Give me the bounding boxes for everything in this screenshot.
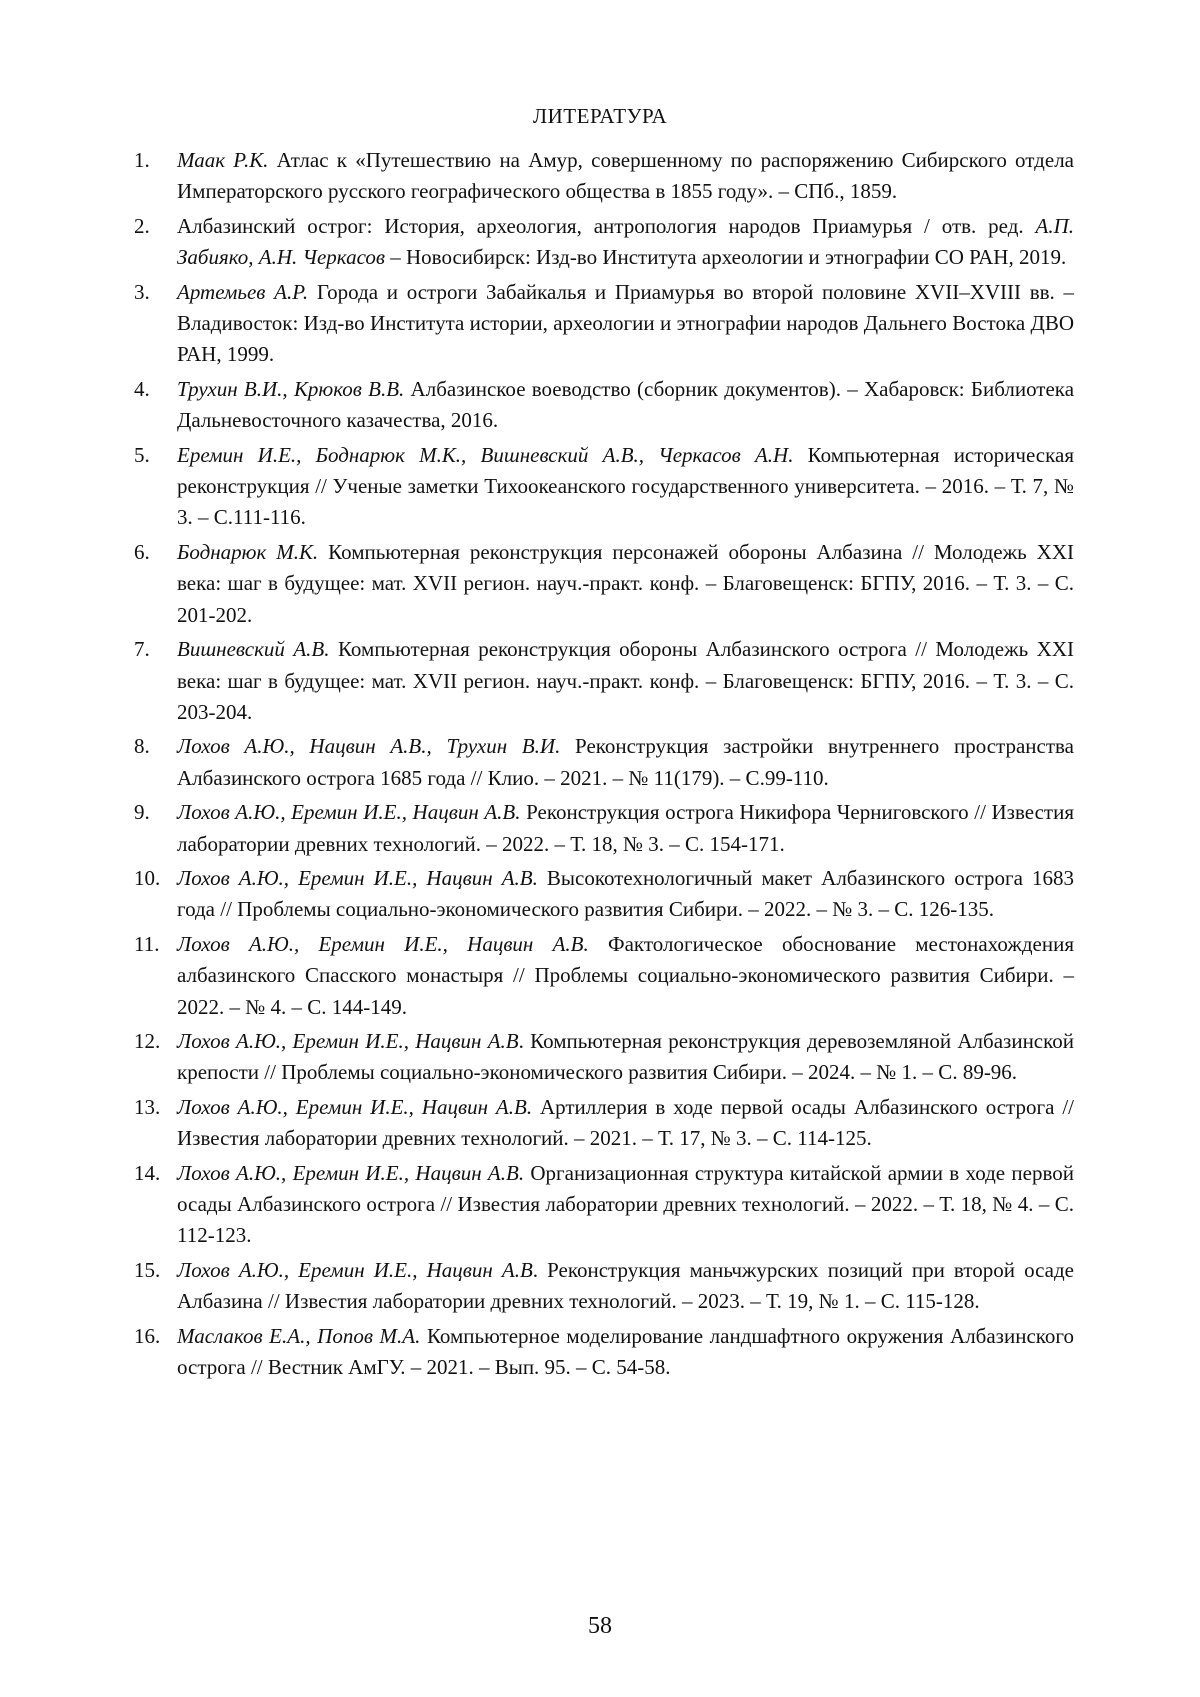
reference-authors: Маак Р.К.: [177, 148, 269, 172]
reference-number: 4.: [134, 376, 150, 401]
page-number: 58: [588, 1613, 612, 1639]
reference-number: 15.: [134, 1257, 161, 1282]
reference-item: [134, 731, 1074, 794]
reference-authors: Еремин И.Е., Боднарюк М.К., Вишневский А.В., Черкасов А.Н.: [177, 442, 794, 467]
reference-text: Компьютерное моделирование ландшафтного окружения Албазинского острога // Вестник АмГУ. – 2021. – Вып. 95. – С. 54-58.: [177, 1323, 1074, 1380]
reference-item: [134, 929, 1074, 1023]
reference-authors: Боднарюк М.К.: [177, 539, 319, 564]
reference-number: 2.: [134, 213, 150, 238]
reference-number: 10.: [134, 865, 161, 890]
reference-text: . Компьютерная реконструкция деревоземляной Албазинской крепости // Проблемы социально-экономического развития Сибири. – 2024. – № 1. – С. 89-96.: [177, 1028, 1074, 1085]
reference-authors: Маслаков Е.А., Попов М.А.: [177, 1323, 421, 1348]
reference-title-prefix: Албазинский острог: История, археология, антропология народов Приамурья / отв. ред.: [177, 213, 1036, 238]
reference-authors: Лохов А.Ю., Еремин И.Е., Нацвин А.В: [177, 1257, 533, 1282]
reference-authors: Артемьев А.Р.: [177, 279, 309, 304]
reference-item: [134, 634, 1074, 728]
reference-item: [134, 145, 1074, 208]
reference-authors: Лохов А.Ю., Еремин И.Е., Нацвин А.В.: [177, 1160, 525, 1185]
reference-text: Албазинское воеводство (сборник документов). – Хабаровск: Библиотека Дальневосточного казачества, 2016.: [177, 376, 1075, 433]
reference-number: 6.: [134, 539, 150, 564]
reference-item: [134, 211, 1074, 274]
reference-authors: Лохов А.Ю., Еремин И.Е., Нацвин А.В.: [177, 1094, 533, 1119]
reference-text: Компьютерная реконструкция персонажей обороны Албазина // Молодежь XXI века: шаг в будущее: мат. XVII регион. науч.-практ. конф. – Благовещенск: БГПУ, 2016. – Т. 3. – С. 201-202.: [177, 539, 1074, 627]
reference-item: [134, 1026, 1074, 1089]
reference-number: 16.: [134, 1323, 161, 1348]
reference-item: [134, 440, 1074, 534]
reference-number: 11.: [134, 931, 160, 956]
reference-item: [134, 374, 1074, 437]
reference-text: – Новосибирск: Изд-во Института археологии и этнографии СО РАН, 2019.: [385, 245, 1067, 270]
reference-item: [134, 1158, 1074, 1252]
reference-number: 14.: [134, 1160, 161, 1185]
reference-authors: Вишневский А.В.: [177, 637, 330, 662]
reference-text: Реконструкция острога Никифора Черниговского // Известия лаборатории древних технологий. – 2022. – Т. 18, № 3. – С. 154-171.: [177, 800, 1075, 856]
reference-item: [134, 1255, 1074, 1318]
reference-text: Атлас к «Путешествию на Амур, совершенному по распоряжению Сибирского отдела Императорского русского географического общества в 1855 году». – СПб., 1859.: [177, 148, 1074, 204]
reference-item: [134, 863, 1074, 926]
reference-item: [134, 537, 1074, 631]
reference-text: Компьютерная реконструкция обороны Албазинского острога // Молодежь XXI века: шаг в будущее: мат. XVII регион. науч.-практ. конф. – Благовещенск: БГПУ, 2016. – Т. 3. – С. 203-204.: [177, 637, 1074, 724]
reference-authors: Лохов А.Ю., Еремин И.Е., Нацвин А.В: [177, 1028, 519, 1053]
reference-number: 13.: [134, 1094, 161, 1119]
reference-item: [134, 1092, 1074, 1155]
reference-text: . Реконструкция маньчжурских позиций при второй осаде Албазина // Известия лаборатории древних технологий. – 2023. – Т. 19, № 1. – С. 115-128.: [177, 1257, 1074, 1314]
reference-number: 5.: [134, 442, 150, 467]
reference-authors: Лохов А.Ю., Еремин И.Е., Нацвин А.В.: [177, 931, 589, 956]
reference-item: [134, 277, 1074, 371]
reference-text: Высокотехнологичный макет Албазинского острога 1683 года // Проблемы социально-экономического развития Сибири. – 2022. – № 3. – С. 126-135.: [177, 865, 1074, 922]
section-heading: ЛИТЕРАТУРА: [532, 104, 668, 128]
reference-number: 9.: [134, 800, 150, 825]
reference-text: Города и остроги Забайкалья и Приамурья во второй половине XVII–XVIII вв. – Владивосток: Изд-во Института истории, археологии и этнографии народов Дальнего Востока ДВО РАН, 1999.: [177, 279, 1074, 367]
reference-authors: Лохов А.Ю., Еремин И.Е., Нацвин А.В.: [177, 800, 521, 825]
reference-item: [134, 1321, 1074, 1384]
reference-number: 7.: [134, 637, 150, 662]
reference-text: Фактологическое обоснование местонахождения албазинского Спасского монастыря // Проблемы социально-экономического развития Сибири. – 2022. – № 4. – С. 144-149.: [177, 931, 1075, 1019]
reference-text: Реконструкция застройки внутреннего пространства Албазинского острога 1685 года // Клио. – 2021. – № 11(179). – С.99-110.: [177, 734, 1074, 790]
reference-text: Компьютерная историческая реконструкция // Ученые заметки Тихоокеанского государственного университета. – 2016. – Т. 7, № 3. – С.111-116.: [177, 442, 1074, 530]
reference-number: 1.: [134, 148, 150, 172]
reference-number: 8.: [134, 734, 150, 759]
reference-number: 3.: [134, 279, 150, 304]
reference-text: Организационная структура китайской армии в ходе первой осады Албазинского острога // Известия лаборатории древних технологий. – 2022. – Т. 18, № 4. – С. 112-123.: [177, 1160, 1074, 1248]
reference-authors: А.П. Забияко, А.Н. Черкасов: [177, 213, 1074, 270]
reference-text: Артиллерия в ходе первой осады Албазинского острога // Известия лаборатории древних технологий. – 2021. – Т. 17, № 3. – С. 114-125.: [177, 1094, 1074, 1151]
reference-authors: Лохов А.Ю., Еремин И.Е., Нацвин А.В.: [177, 865, 538, 890]
reference-authors: Лохов А.Ю., Нацвин А.В., Трухин В.И.: [177, 734, 561, 759]
reference-list: [134, 145, 1074, 1386]
reference-item: [134, 797, 1074, 860]
reference-authors: Трухин В.И., Крюков В.В.: [177, 376, 405, 401]
reference-number: 12.: [134, 1028, 161, 1053]
